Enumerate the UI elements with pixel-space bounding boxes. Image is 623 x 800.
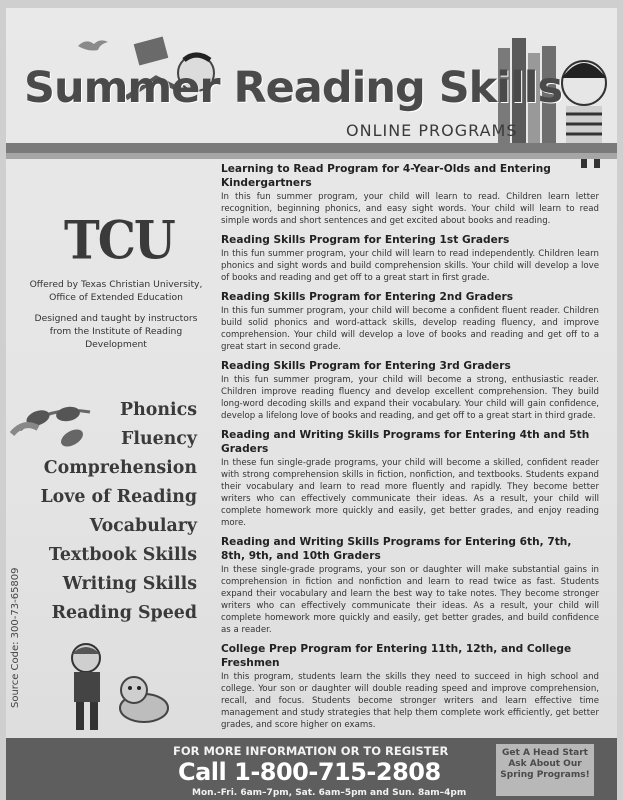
tcu-logo: TCU xyxy=(64,210,174,272)
program-title: College Prep Program for Entering 11th, 12th, and College Freshmen xyxy=(221,643,572,669)
designed-line: from the Institute of Reading xyxy=(49,326,183,337)
program-section xyxy=(221,359,599,422)
designed-line: Development xyxy=(85,339,147,350)
program-description: In these fun single-grade programs, your child will become a skilled, confident reader with strong comprehension skills in fiction, nonfiction, and textbooks. Students expand their vocabulary and learn to read more fluently and rapidly. They become better writers who can effectively communicate their ideas. As a result, your child will complete homework more quickly and easily, get better grades, and enjoy reading more. xyxy=(221,458,599,528)
program-title: Reading Skills Program for Entering 1st Graders xyxy=(221,234,510,246)
program-title: Reading and Writing Skills Programs for Entering 4th and 5th Graders xyxy=(221,429,590,455)
program-title: Reading Skills Program for Entering 3rd Graders xyxy=(221,360,511,372)
page-title: Summer Reading Skills xyxy=(24,63,563,113)
program-title: Learning to Read Program for 4-Year-Olds and Entering Kindergartners xyxy=(221,163,551,189)
program-title: Reading Skills Program for Entering 2nd Graders xyxy=(221,291,514,303)
program-description: In this fun summer program, your child will learn to read independently. Children learn phonics and sight words and build comprehension skills. Your child will develop a love of books and reading and get off to a great start in first grade. xyxy=(221,249,599,283)
program-description: In this fun summer program, your child will learn to read. Children learn letter recognition, beginning phonics, and easy sight words. Your child will learn to read simple words and short sentences and get excited about books and reading. xyxy=(221,192,599,226)
footer-heading: FOR MORE INFORMATION OR TO REGISTER xyxy=(173,744,449,758)
program-section xyxy=(221,428,599,529)
phone-number[interactable]: Call 1-800-715-2808 xyxy=(178,758,441,786)
program-title: Reading and Writing Skills Programs for Entering 6th, 7th, 8th, 9th, and 10th Graders xyxy=(221,536,572,562)
skill-item: Vocabulary xyxy=(89,516,197,536)
program-section xyxy=(221,535,599,636)
offered-by-text xyxy=(26,278,206,304)
offered-line: Offered by Texas Christian University, xyxy=(29,279,203,290)
program-section xyxy=(221,233,599,284)
flyer-page xyxy=(6,8,617,800)
source-code: Source Code: 300-73-65809 xyxy=(10,567,21,708)
contact-footer xyxy=(6,738,617,800)
skill-item: Reading Speed xyxy=(51,603,197,623)
skill-item: Comprehension xyxy=(43,458,197,478)
skills-list xyxy=(40,396,197,628)
designed-by-text xyxy=(26,312,206,351)
program-description: In this fun summer program, your child will become a strong, enthusiastic reader. Children improve reading fluency and develop excellent comprehension. They build long-word decoding skills and expand their vocabulary. Your child will gain confidence, develop a lifelong love of books and reading, and get off to a great start in third grade. xyxy=(221,375,599,421)
promo-line: Get A Head Start xyxy=(502,748,588,758)
skill-item: Love of Reading xyxy=(40,487,197,507)
program-section xyxy=(221,290,599,353)
program-section xyxy=(221,162,599,227)
promo-line: Ask About Our xyxy=(508,759,582,769)
program-description: In these single-grade programs, your son or daughter will make substantial gains in comprehension in fiction and nonfiction and learn to read twice as fast. Students expand their vocabulary and learn the best way to take notes. They become stronger writers who can effectively communicate their ideas. As a result, your child will complete homework more quickly and easily, get better grades, and build confidence as a reader. xyxy=(221,565,599,635)
banner-shelf xyxy=(6,143,617,153)
program-section xyxy=(221,642,599,731)
skill-item: Phonics xyxy=(120,400,197,420)
programs-list xyxy=(221,162,599,737)
skill-item: Fluency xyxy=(121,429,197,449)
promo-line: Spring Programs! xyxy=(500,770,590,780)
page-subtitle: ONLINE PROGRAMS xyxy=(346,121,518,140)
boy-and-dog-illustration xyxy=(46,628,196,738)
designed-line: Designed and taught by instructors xyxy=(34,313,198,324)
office-hours: Mon.-Fri. 6am–7pm, Sat. 6am–5pm and Sun. 8am–4pm xyxy=(192,788,467,798)
program-description: In this fun summer program, your child will become a confident fluent reader. Children build solid phonics and word-attack skills, develop reading fluency, and improve comprehension. Your child will develop a love of books and reading and get off to a great start in second grade. xyxy=(221,306,599,352)
skill-item: Textbook Skills xyxy=(48,545,197,565)
skill-item: Writing Skills xyxy=(62,574,197,594)
spring-promo-badge xyxy=(496,744,594,796)
offered-line: Office of Extended Education xyxy=(49,292,183,303)
banner-shelf-shadow xyxy=(6,153,617,159)
program-description: In this program, students learn the skills they need to succeed in high school and college. Your son or daughter will double reading speed and improve comprehension, recall, and focus. Students become stronger writers and learn effective time management and study strategies that help them complete work efficiently, get better grades, and score higher on exams. xyxy=(221,672,599,730)
